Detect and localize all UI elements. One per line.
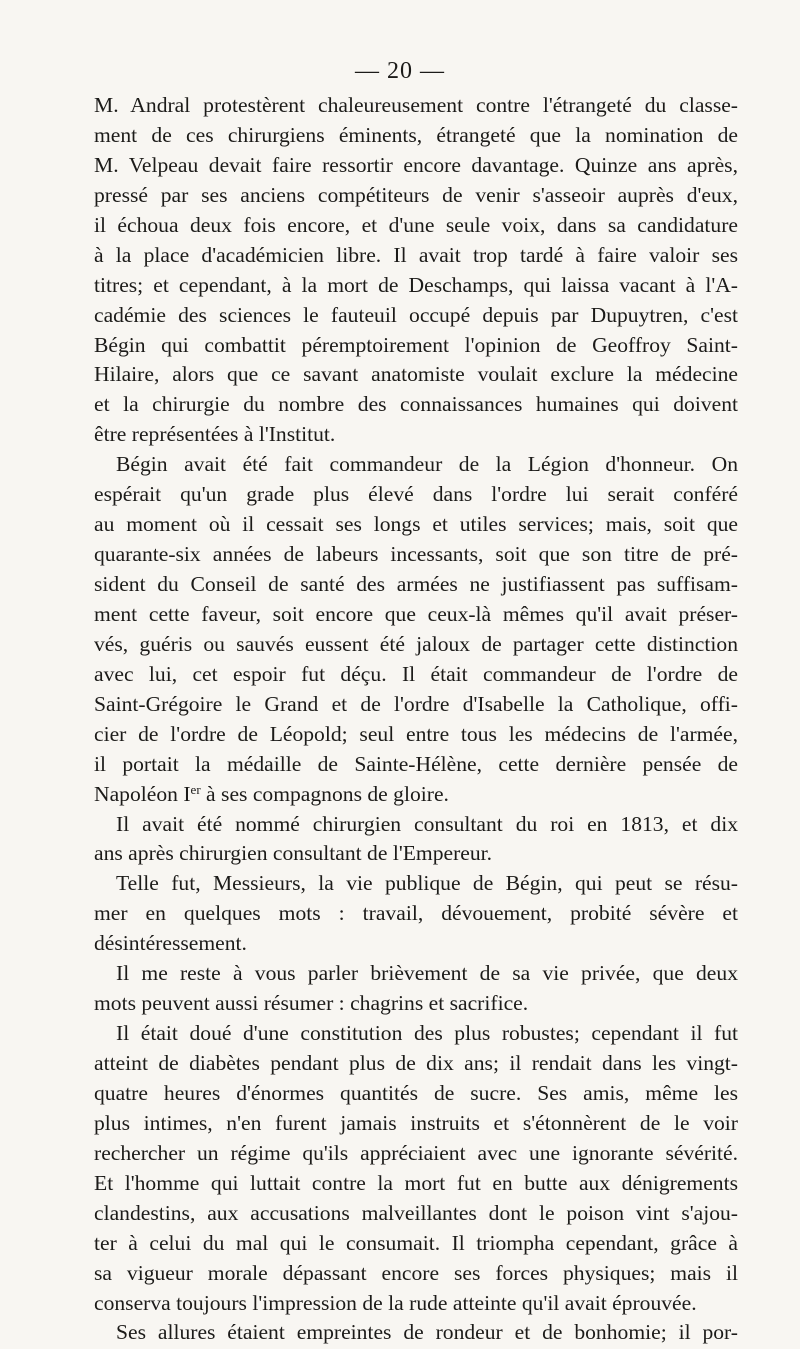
text-line: ter à celui du mal qui le consumait. Il triompha cependant, grâce à	[94, 1230, 738, 1255]
text-line: être représentées à l'Institut.	[94, 422, 336, 447]
paragraph-start: Telle fut, Messieurs, la vie publique de Bégin, qui peut se résu-	[116, 871, 738, 896]
text-line: sident du Conseil de santé des armées ne justifiassent pas suffisam-	[94, 572, 738, 596]
text-line: ment de ces chirurgiens éminents, étrangeté que la nomination de	[94, 122, 738, 147]
paragraph-start: Bégin avait été fait commandeur de la Légion d'honneur. On	[116, 452, 738, 477]
text-line: M. Andral protestèrent chaleureusement contre l'étrangeté du classe-	[94, 93, 738, 117]
text-line: pressé par ses anciens compétiteurs de venir s'asseoir auprès d'eux,	[94, 182, 738, 207]
superscript: er	[190, 781, 201, 797]
paragraph-start: Ses allures étaient empreintes de rondeur et de bonhomie; il por-	[116, 1320, 738, 1345]
text-line: rechercher un régime qu'ils appréciaient avec une ignorante sévérité.	[94, 1140, 738, 1165]
text-segment: à ses compagnons de gloire.	[200, 781, 449, 806]
paragraph-start: Il avait été nommé chirurgien consultant du roi en 1813, et dix	[116, 811, 738, 836]
text-line: Hilaire, alors que ce savant anatomiste voulait exclure la médecine	[94, 362, 738, 387]
body-text	[94, 91, 738, 1348]
text-line: plus intimes, n'en furent jamais instruits et s'étonnèrent de le voir	[94, 1110, 738, 1135]
text-line: atteint de diabètes pendant plus de dix ans; il rendait dans les vingt-	[94, 1051, 738, 1075]
text-line: au moment où il cessait ses longs et utiles services; mais, soit que	[94, 512, 738, 537]
text-line: cier de l'ordre de Léopold; seul entre tous les médecins de l'armée,	[94, 721, 738, 746]
text-line: à la place d'académicien libre. Il avait trop tardé à faire valoir ses	[94, 242, 738, 267]
text-line: désintéressement.	[94, 931, 247, 956]
page-number: — 20 —	[355, 58, 445, 84]
text-line: clandestins, aux accusations malveillantes dont le poison vint s'ajou-	[94, 1200, 738, 1225]
text-line: quarante-six années de labeurs incessants, soit que son titre de pré-	[94, 542, 738, 567]
text-line: mer en quelques mots : travail, dévouement, probité sévère et	[94, 901, 738, 926]
text-segment: Napoléon I	[94, 781, 191, 806]
text-line	[94, 780, 738, 810]
text-line: M. Velpeau devait faire ressortir encore davantage. Quinze ans après,	[94, 152, 738, 177]
text-line: il portait la médaille de Sainte-Hélène, cette dernière pensée de	[94, 751, 738, 776]
text-line: vés, guéris ou sauvés eussent été jaloux de partager cette distinction	[94, 631, 738, 656]
text-line: titres; et cependant, à la mort de Deschamps, qui laissa vacant à l'A-	[94, 272, 738, 297]
text-line: Et l'homme qui luttait contre la mort fut en butte aux dénigrements	[94, 1170, 738, 1195]
text-line: Saint-Grégoire le Grand et de l'ordre d'Isabelle la Catholique, offi-	[94, 691, 738, 716]
text-line: et la chirurgie du nombre des connaissances humaines qui doivent	[94, 392, 738, 417]
text-line: mots peuvent aussi résumer : chagrins et sacrifice.	[94, 991, 529, 1016]
text-line: cadémie des sciences le fauteuil occupé depuis par Dupuytren, c'est	[94, 302, 738, 327]
text-line: conserva toujours l'impression de la rude atteinte qu'il avait éprouvée.	[94, 1290, 697, 1315]
text-line: sa vigueur morale dépassant encore ses forces physiques; mais il	[94, 1260, 738, 1285]
text-line: il échoua deux fois encore, et d'une seule voix, dans sa candidature	[94, 212, 738, 237]
text-line: quatre heures d'énormes quantités de sucre. Ses amis, même les	[94, 1080, 738, 1105]
text-line: Bégin qui combattit péremptoirement l'opinion de Geoffroy Saint-	[94, 332, 738, 357]
text-line: espérait qu'un grade plus élevé dans l'ordre lui serait conféré	[94, 482, 738, 507]
paragraph-start: Il était doué d'une constitution des plus robustes; cependant il fut	[116, 1021, 738, 1046]
text-line: ment cette faveur, soit encore que ceux-là mêmes qu'il avait préser-	[94, 601, 738, 626]
text-line: ans après chirurgien consultant de l'Empereur.	[94, 841, 493, 866]
text-line: avec lui, cet espoir fut déçu. Il était commandeur de l'ordre de	[94, 661, 738, 686]
paragraph-start: Il me reste à vous parler brièvement de sa vie privée, que deux	[116, 961, 738, 986]
